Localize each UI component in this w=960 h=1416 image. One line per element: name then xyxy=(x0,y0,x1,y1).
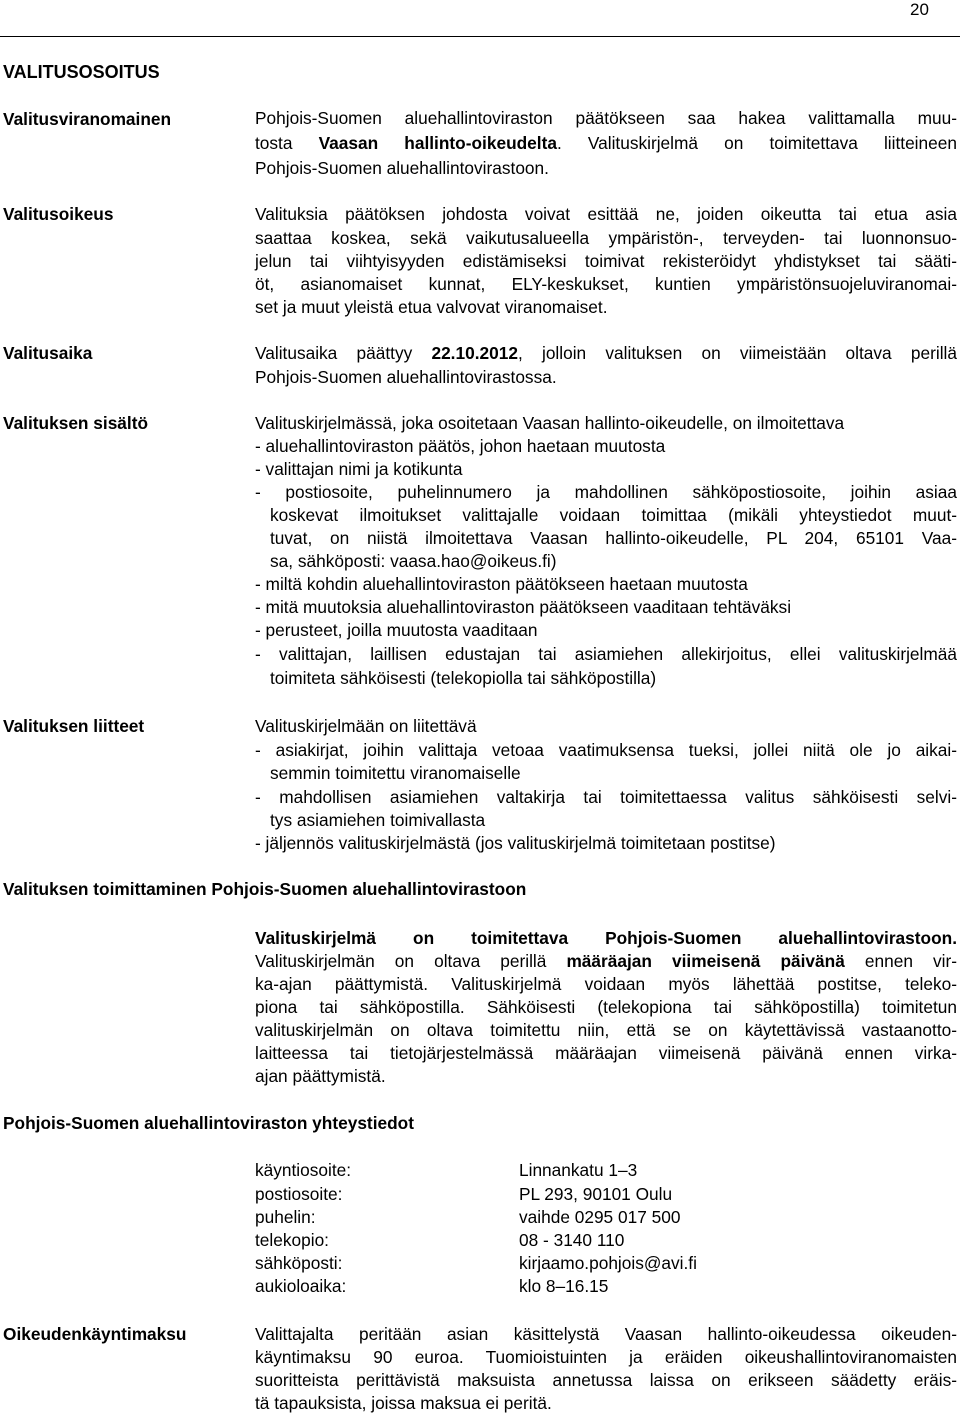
deadline-date: 22.10.2012 xyxy=(431,343,518,363)
sisalto-intro: Valituskirjelmässä, joka osoitetaan Vaasan hallinto-oikeudelle, on ilmoitettava xyxy=(255,413,845,433)
sisalto-item: - mitä muutoksia aluehallintoviraston päätökseen vaaditaan tehtäväksi xyxy=(255,597,792,617)
contact-key: sähköposti: xyxy=(255,1253,343,1273)
toimittaminen-line: ajan päättymistä. xyxy=(255,1066,386,1086)
sisalto-item: - miltä kohdin aluehallintoviraston päätökseen haetaan muutosta xyxy=(255,574,748,594)
liitteet-intro: Valituskirjelmään on liitettävä xyxy=(255,716,477,736)
maksu-line: tä tapauksista, joissa maksua ei peritä. xyxy=(255,1393,552,1413)
aika-text-a: Valitusaika päättyy xyxy=(255,343,432,363)
label-valitusviranomainen: Valitusviranomainen xyxy=(3,109,172,129)
maksu-line: käyntimaksu 90 euroa. Tuomioistuinten ja eräiden oikeushallintoviranomaisten xyxy=(255,1347,957,1367)
viranomainen-text-c: . Valituskirjelmä on toimitettava liitteineen xyxy=(556,133,957,153)
toimittaminen-line: valituskirjelmän on oltava toimitettu niin, että se on käytettävissä vastaanotto- xyxy=(255,1020,957,1040)
viranomainen-text-a: tosta xyxy=(255,133,319,153)
toimittaminen-text-c: ennen vir- xyxy=(844,951,957,971)
toimittaminen-line: laitteessa tai tietojärjestelmässä määräajan viimeisenä päivänä ennen virka- xyxy=(255,1043,957,1063)
maksu-line: suoritteista perittävistä maksuista annetussa laissa on erikseen säädetty eräis- xyxy=(255,1370,957,1390)
liitteet-item: - asiakirjat, joihin valittaja vetoaa vaatimuksensa tueksi, jollei niitä ole jo aikai- xyxy=(255,740,957,760)
contact-key: puhelin: xyxy=(255,1207,316,1227)
sisalto-item-cont: koskevat ilmoitukset valittajalle voidaan toimittaa (mikäli yhteystiedot muut- xyxy=(270,505,957,525)
contact-key: käyntiosoite: xyxy=(255,1160,352,1180)
toimittaminen-line: piona tai sähköpostilla. Sähköisesti (telekopiona tai sähköpostilla) toimitetun xyxy=(255,997,957,1017)
aika-line-1 xyxy=(255,342,957,365)
contact-key: postiosoite: xyxy=(255,1184,343,1204)
sisalto-item: - valittajan, laillisen edustajan tai asiamiehen allekirjoitus, ellei valituskirjelmää xyxy=(255,644,957,664)
oikeus-line: saattaa koskea, sekä vaikutusalueella ympäristön-, terveyden- tai luonnonsuo- xyxy=(255,228,957,248)
court-name: Vaasan hallinto-oikeudelta xyxy=(318,133,557,153)
label-valitusaika: Valitusaika xyxy=(3,343,93,363)
sisalto-item-cont: tuvat, on niistä ilmoitettava Vaasan hallinto-oikeudelle, PL 204, 65101 Vaa- xyxy=(270,528,957,548)
viranomainen-line-2 xyxy=(255,132,957,155)
liitteet-item-cont: semmin toimitettu viranomaiselle xyxy=(270,763,521,783)
toimittaminen-emphasis: määräajan viimeisenä päivänä xyxy=(566,951,845,971)
oikeus-line: öt, asianomaiset kunnat, ELY-keskukset, kuntien ympäristönsuojeluviranomai- xyxy=(255,274,957,294)
label-valitusoikeus: Valitusoikeus xyxy=(3,204,114,224)
page-number: 20 xyxy=(910,0,929,19)
header-rule xyxy=(0,36,960,37)
sisalto-item-cont: toimiteta sähköisesti (telekopiolla tai sähköpostilla) xyxy=(270,668,657,688)
oikeus-line: set ja muut yleistä etua valvovat viranomaiset. xyxy=(255,297,608,317)
label-valituksen-sisalto: Valituksen sisältö xyxy=(3,413,149,433)
liitteet-item: - mahdollisen asiamiehen valtakirja tai toimitettaessa valitus sähköisesti selvi- xyxy=(255,787,957,807)
sisalto-item: - perusteet, joilla muutosta vaaditaan xyxy=(255,620,538,640)
document-title: VALITUSOSOITUS xyxy=(3,62,160,82)
sisalto-item: - aluehallintoviraston päätös, johon haetaan muutosta xyxy=(255,436,666,456)
aika-line-2: Pohjois-Suomen aluehallintovirastossa. xyxy=(255,367,557,387)
contact-key: telekopio: xyxy=(255,1230,329,1250)
sisalto-item: - valittajan nimi ja kotikunta xyxy=(255,459,463,479)
toimittaminen-text-a: Valituskirjelmän on oltava perillä xyxy=(255,951,567,971)
label-valituksen-liitteet: Valituksen liitteet xyxy=(3,716,145,736)
liitteet-item: - jäljennös valituskirjelmästä (jos valituskirjelmä toimitetaan postitse) xyxy=(255,833,776,853)
heading-toimittaminen: Valituksen toimittaminen Pohjois-Suomen aluehallintovirastoon xyxy=(3,879,527,899)
contact-value: kirjaamo.pohjois@avi.fi xyxy=(519,1253,697,1273)
label-oikeudenkayntimaksu: Oikeudenkäyntimaksu xyxy=(3,1324,187,1344)
oikeus-line: Valituksia päätöksen johdosta voivat esittää ne, joiden oikeutta tai etua asia xyxy=(255,204,957,224)
contact-value: vaihde 0295 017 500 xyxy=(519,1207,681,1227)
contact-value: 08 - 3140 110 xyxy=(519,1230,625,1250)
contact-value: klo 8–16.15 xyxy=(519,1276,609,1296)
aika-text-c: , jolloin valituksen on viimeistään oltava perillä xyxy=(517,343,958,363)
viranomainen-line-1: Pohjois-Suomen aluehallintoviraston päätökseen saa hakea valittamalla muu- xyxy=(255,108,957,128)
toimittaminen-line xyxy=(255,950,957,973)
contact-value: PL 293, 90101 Oulu xyxy=(519,1184,673,1204)
contact-key: aukioloaika: xyxy=(255,1276,347,1296)
toimittaminen-lead: Valituskirjelmä on toimitettava Pohjois-Suomen aluehallintovirastoon. xyxy=(255,928,957,948)
sisalto-item: - postiosoite, puhelinnumero ja mahdollinen sähköpostiosoite, joihin asiaa xyxy=(255,482,957,502)
sisalto-item-cont: sa, sähköposti: vaasa.hao@oikeus.fi) xyxy=(270,551,557,571)
liitteet-item-cont: tys asiamiehen toimivallasta xyxy=(270,810,486,830)
contact-value: Linnankatu 1–3 xyxy=(519,1160,638,1180)
maksu-line: Valittajalta peritään asian käsittelystä Vaasan hallinto-oikeudessa oikeuden- xyxy=(255,1324,957,1344)
toimittaminen-line: ka-ajan päättymistä. Valituskirjelmä voidaan myös lähettää postitse, teleko- xyxy=(255,974,957,994)
heading-yhteystiedot: Pohjois-Suomen aluehallintoviraston yhteystiedot xyxy=(3,1113,414,1133)
oikeus-line: jelun tai viihtyisyyden edistämiseksi toimivat rekisteröidyt yhdistykset tai sääti- xyxy=(255,251,957,271)
viranomainen-line-3: Pohjois-Suomen aluehallintovirastoon. xyxy=(255,158,549,178)
